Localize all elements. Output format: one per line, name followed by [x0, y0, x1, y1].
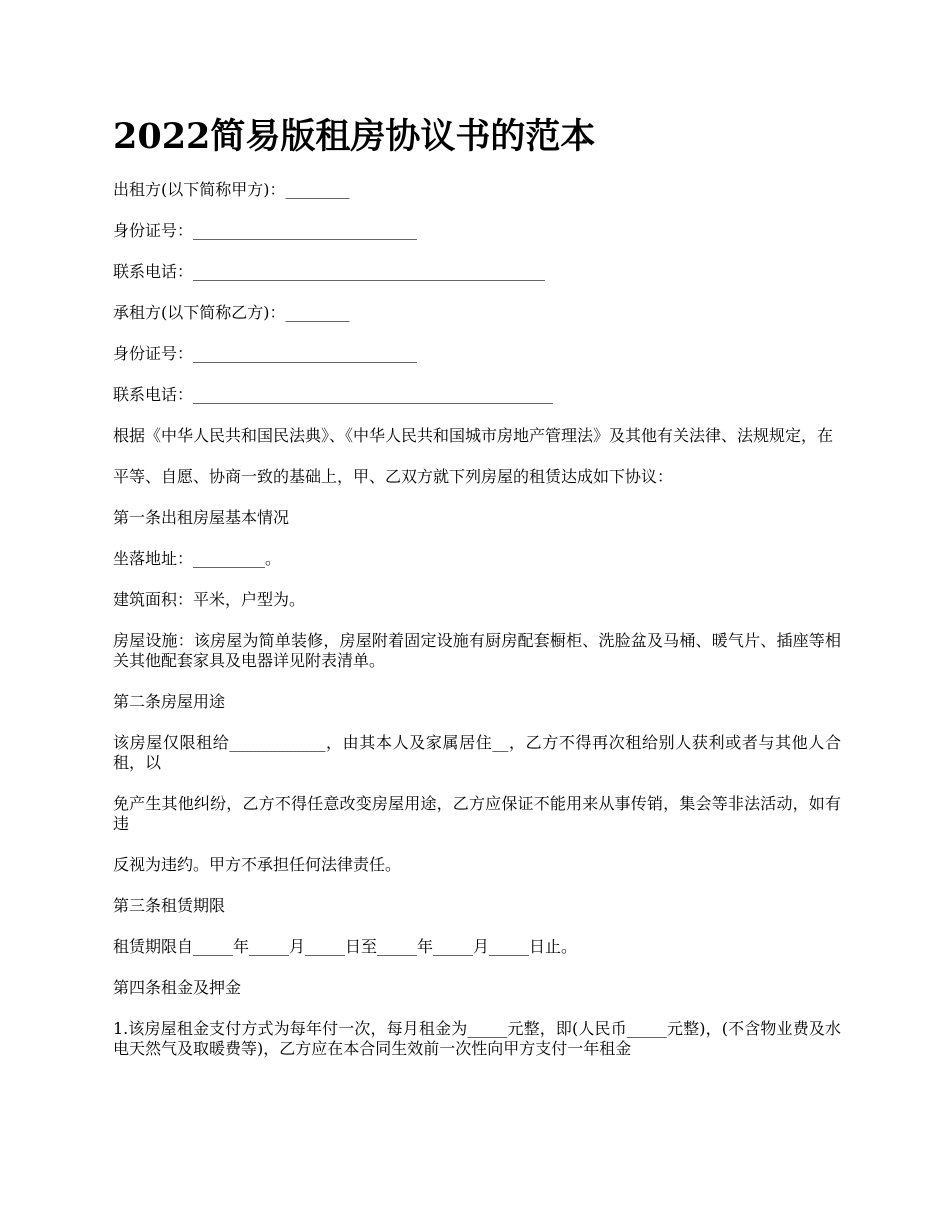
- usage-paragraph-1: 该房屋仅限租给____________，由其本人及家属居住__，乙方不得再次租给别人获利或者与其他人合租，以: [113, 733, 841, 772]
- rent-payment-paragraph: 1.该房屋租金支付方式为每年付一次，每月租金为_____元整，即(人民币_____元整)，(不含物业费及水电天然气及取暖费等)，乙方应在本合同生效前一次性向甲方支付一年租金: [113, 1019, 841, 1058]
- lessor-phone-line: 联系电话：____________________________________________: [113, 262, 546, 281]
- article-1-heading: 第一条出租房屋基本情况: [113, 508, 290, 527]
- article-3-heading: 第三条租赁期限: [113, 896, 226, 915]
- area-line: 建筑面积：平米，户型为。: [113, 590, 306, 609]
- agreement-basis-paragraph: 平等、自愿、协商一致的基础上，甲、乙双方就下列房屋的租赁达成如下协议：: [113, 467, 674, 486]
- document-page: [113, 110, 841, 1080]
- document-title: 2022简易版租房协议书的范本: [113, 116, 596, 157]
- lease-term-line: 租赁期限自_____年_____月_____日至_____年_____月_____日止。: [113, 937, 578, 956]
- lessor-line: 出租方(以下简称甲方)：________: [113, 180, 350, 199]
- article-4-heading: 第四条租金及押金: [113, 978, 242, 997]
- usage-paragraph-2: 免产生其他纠纷，乙方不得任意改变房屋用途，乙方应保证不能用来从事传销，集会等非法活动，如有违: [113, 794, 841, 833]
- lessee-id-line: 身份证号：____________________________: [113, 344, 418, 363]
- address-line: 坐落地址：_________。: [113, 549, 282, 568]
- article-2-heading: 第二条房屋用途: [113, 692, 226, 711]
- facilities-paragraph: 房屋设施：该房屋为简单装修，房屋附着固定设施有厨房配套橱柜、洗脸盆及马桶、暖气片、插座等相关其他配套家具及电器详见附表清单。: [113, 631, 841, 670]
- lessee-phone-line: 联系电话：_____________________________________________: [113, 385, 554, 404]
- legal-basis-paragraph: 根据《中华人民共和国民法典》、《中华人民共和国城市房地产管理法》及其他有关法律、法规规定，在: [113, 426, 834, 445]
- usage-paragraph-3: 反视为违约。甲方不承担任何法律责任。: [113, 855, 402, 874]
- lessee-line: 承租方(以下简称乙方)：________: [113, 303, 350, 322]
- lessor-id-line: 身份证号：____________________________: [113, 221, 418, 240]
